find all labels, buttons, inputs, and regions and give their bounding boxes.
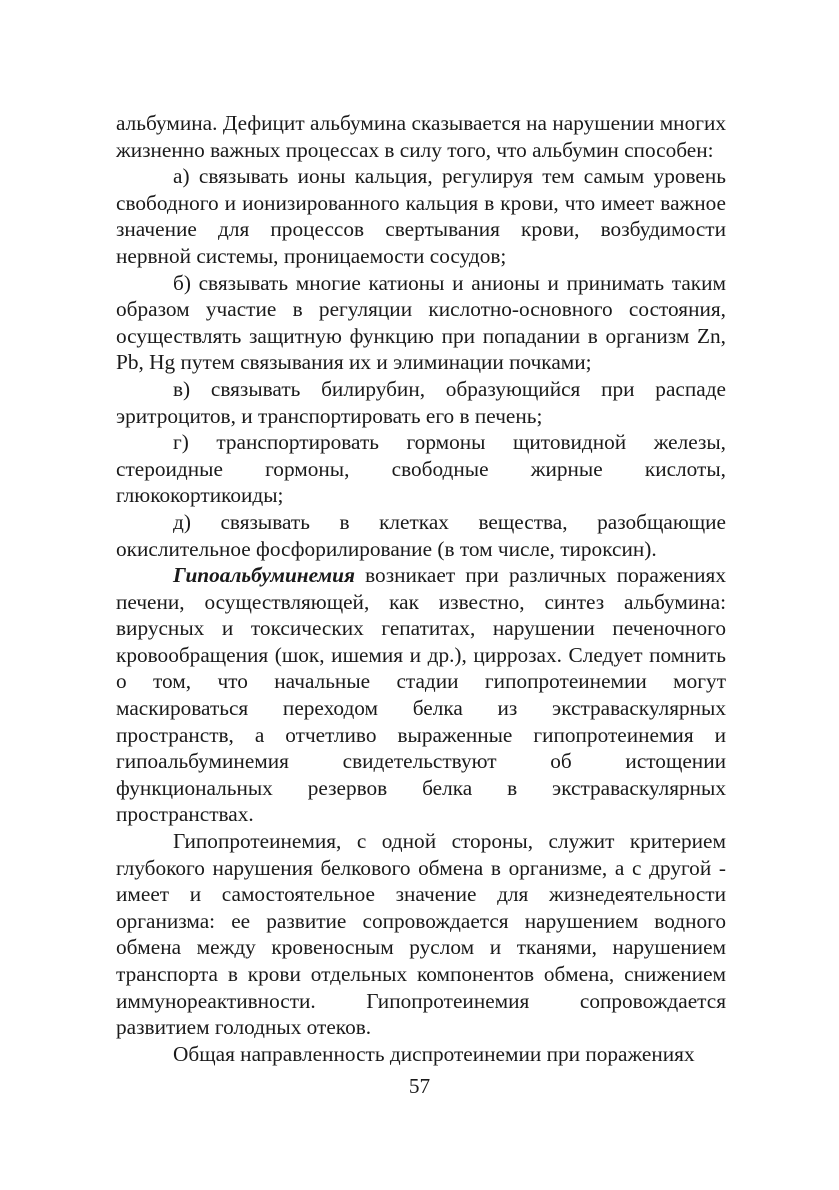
paragraph-albumin-intro: альбумина. Дефицит альбумина сказывается на нарушении многих жизненно важных процессах в силу того, что альбумин способен:	[116, 111, 726, 162]
paragraph-item-g: г) транспортировать гормоны щитовидной железы, стероидные гормоны, свободные жирные кислоты, глюкокортикоиды;	[116, 430, 726, 508]
page-body	[116, 110, 726, 1067]
paragraph-hypoalbuminemia	[116, 562, 726, 828]
paragraph-item-a: а) связывать ионы кальция, регулируя тем самым уровень свободного и ионизированного кальция в крови, что имеет важное значение для процессов свертывания крови, возбудимости нервной системы, проницаемости сосудов;	[116, 164, 726, 268]
paragraph-hypoproteinemia: Гипопротеинемия, с одной стороны, служит критерием глубокого нарушения белкового обмена в организме, а с другой - имеет и самостоятельное значение для жизнедеятельности организма: ее развитие сопровождается нарушением водного обмена между кровеносным руслом и тканями, нарушением транспорта в крови отдельных компонентов обмена, снижением иммунореактивности. Гипопротеинемия сопровождается развитием голодных отеков.	[116, 829, 726, 1040]
paragraph-hypoalbuminemia-text: возникает при различных поражениях печени, осуществляющей, как известно, синтез альбумина: вирусных и токсических гепатитах, нарушении печеночного кровообращения (шок, ишемия и др.), циррозах. Следует помнить о том, что начальные стадии гипопротеинемии могут маскироваться переходом белка из экстраваскулярных пространств, а отчетливо выраженные гипопротеинемия и гипоальбуминемия свидетельствуют об истощении функциональных резервов белка в экстраваскулярных пространствах.	[116, 563, 726, 827]
page-number: 57	[408, 1074, 431, 1098]
paragraph-item-v: в) связывать билирубин, образующийся при распаде эритроцитов, и транспортировать его в печень;	[116, 376, 726, 428]
paragraph-dysproteinemia: Общая направленность диспротеинемии при поражениях	[173, 1041, 695, 1066]
term-hypoalbuminemia: Гипоальбуминемия	[173, 563, 355, 588]
paragraph-item-b: б) связывать многие катионы и анионы и принимать таким образом участие в регуляции кислотно-основного состояния, осуществлять защитную функцию при попадании в организм Zn, Pb, Hg путем связывания их и элиминации почками;	[116, 270, 726, 375]
paragraph-item-d: д) связывать в клетках вещества, разобщающие окислительное фосфорилирование (в том числе, тироксин).	[116, 509, 726, 561]
